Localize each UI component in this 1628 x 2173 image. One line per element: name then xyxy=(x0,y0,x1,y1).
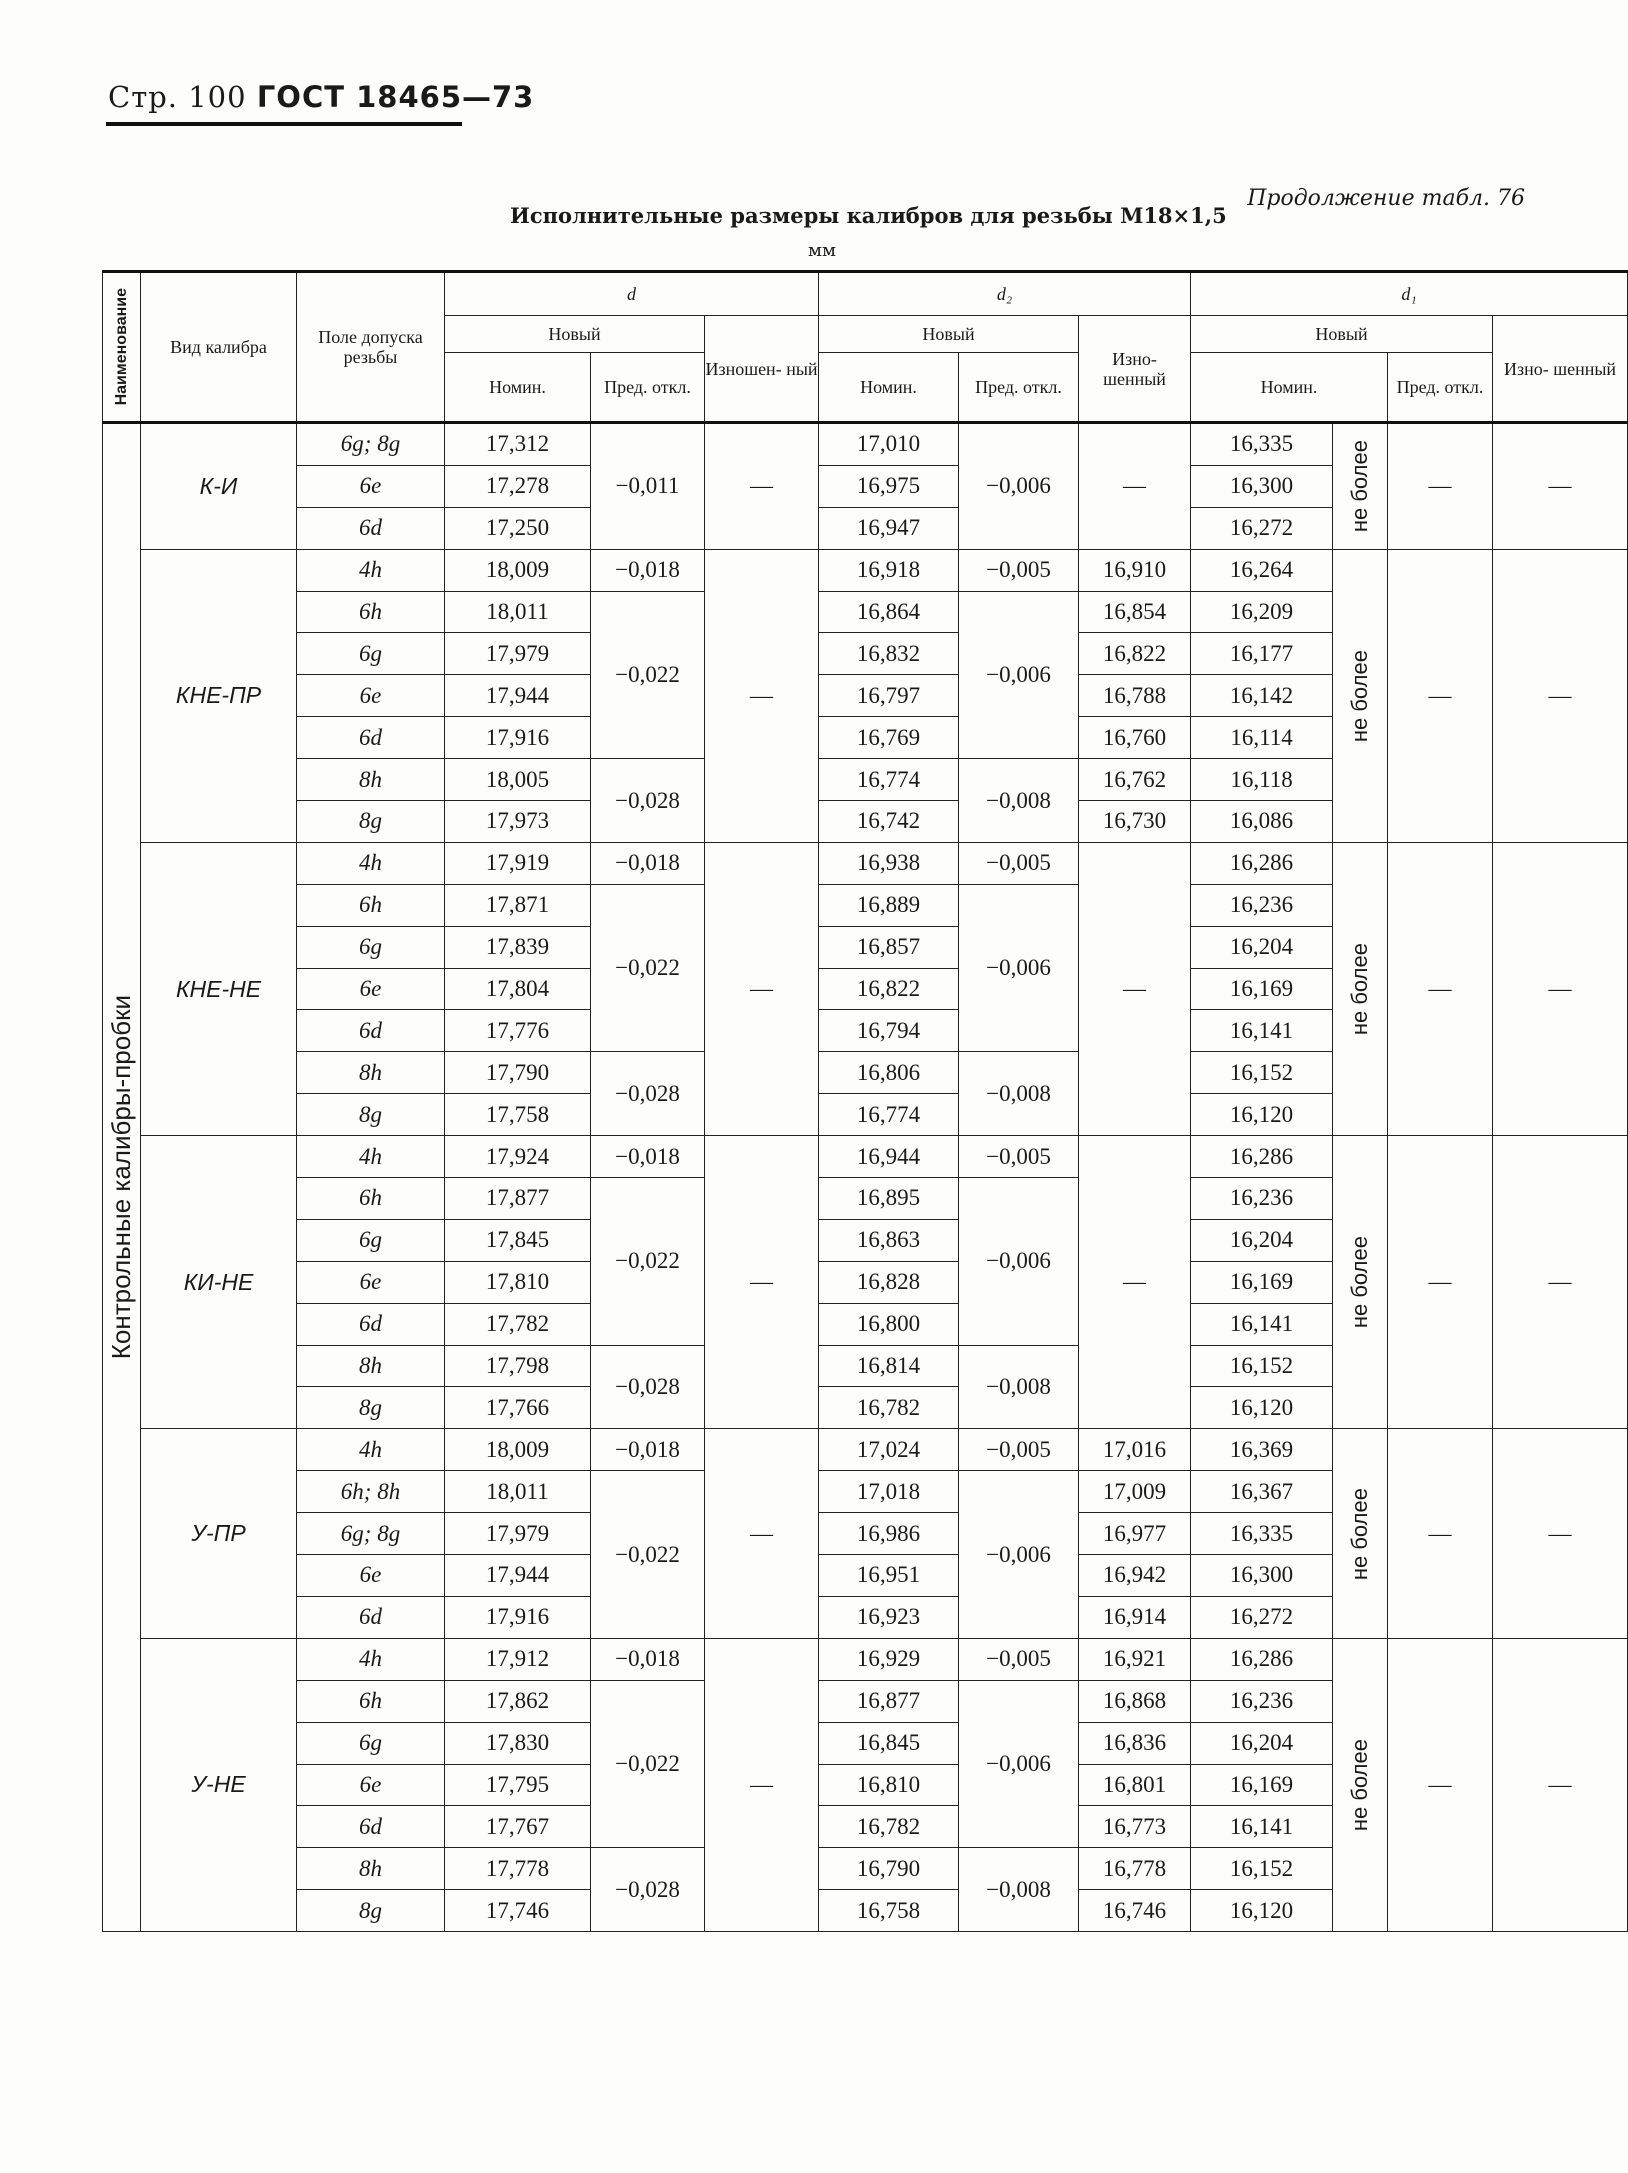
gauge-type-cell: К-И xyxy=(141,423,297,550)
tolerance-cell: 6e xyxy=(297,1764,445,1806)
d2-nominal-cell: 16,986 xyxy=(819,1513,959,1555)
col-d2-deviation: Пред. откл. xyxy=(959,353,1079,423)
d2-deviation-cell: −0,008 xyxy=(959,759,1079,843)
d-nominal-cell: 17,746 xyxy=(445,1890,591,1932)
d2-worn-cell: 16,910 xyxy=(1079,549,1191,591)
tolerance-cell: 6h; 8h xyxy=(297,1471,445,1513)
gauge-type-cell: У-НЕ xyxy=(141,1638,297,1931)
d2-nominal-cell: 16,857 xyxy=(819,926,959,968)
d-nominal-cell: 18,011 xyxy=(445,591,591,633)
d2-nominal-cell: 17,024 xyxy=(819,1429,959,1471)
d-nominal-cell: 18,005 xyxy=(445,759,591,801)
d2-nominal-cell: 16,951 xyxy=(819,1555,959,1597)
not-more-cell: не более xyxy=(1333,423,1388,550)
col-d1-nominal: Номин. xyxy=(1191,353,1388,423)
d1-nominal-cell: 16,152 xyxy=(1191,1345,1333,1387)
d2-worn-cell: 16,921 xyxy=(1079,1638,1191,1680)
d-deviation-cell: −0,018 xyxy=(591,1429,705,1471)
d-nominal-cell: 17,916 xyxy=(445,1596,591,1638)
col-d2-nominal: Номин. xyxy=(819,353,959,423)
d-nominal-cell: 17,912 xyxy=(445,1638,591,1680)
d2-worn-cell: — xyxy=(1079,842,1191,1135)
d2-nominal-cell: 16,877 xyxy=(819,1680,959,1722)
d-nominal-cell: 18,011 xyxy=(445,1471,591,1513)
d1-nominal-cell: 16,300 xyxy=(1191,1555,1333,1597)
d2-nominal-cell: 16,758 xyxy=(819,1890,959,1932)
d2-nominal-cell: 16,782 xyxy=(819,1806,959,1848)
not-more-cell: не более xyxy=(1333,1429,1388,1638)
d-deviation-cell: −0,018 xyxy=(591,842,705,884)
d1-nominal-cell: 16,086 xyxy=(1191,801,1333,843)
d2-nominal-cell: 16,918 xyxy=(819,549,959,591)
d1-nominal-cell: 16,272 xyxy=(1191,507,1333,549)
tolerance-cell: 6g xyxy=(297,633,445,675)
gauge-type-cell: КНЕ-НЕ xyxy=(141,842,297,1135)
d2-worn-cell: 16,914 xyxy=(1079,1596,1191,1638)
d1-worn-cell: — xyxy=(1493,423,1628,550)
d-nominal-cell: 17,916 xyxy=(445,717,591,759)
col-d1-worn: Изно- шенный xyxy=(1493,316,1628,423)
d1-nominal-cell: 16,286 xyxy=(1191,1638,1333,1680)
d1-worn-cell: — xyxy=(1493,1136,1628,1429)
tolerance-cell: 6g xyxy=(297,1219,445,1261)
d2-nominal-cell: 17,010 xyxy=(819,423,959,466)
d-deviation-cell: −0,022 xyxy=(591,1178,705,1346)
d2-deviation-cell: −0,005 xyxy=(959,1136,1079,1178)
d2-worn-cell: 16,788 xyxy=(1079,675,1191,717)
d2-worn-cell: — xyxy=(1079,1136,1191,1429)
tolerance-cell: 8g xyxy=(297,1387,445,1429)
d2-nominal-cell: 16,810 xyxy=(819,1764,959,1806)
tolerance-cell: 6d xyxy=(297,1010,445,1052)
tolerance-cell: 6h xyxy=(297,591,445,633)
d-deviation-cell: −0,018 xyxy=(591,1136,705,1178)
d1-nominal-cell: 16,152 xyxy=(1191,1052,1333,1094)
d2-nominal-cell: 16,889 xyxy=(819,884,959,926)
d-deviation-cell: −0,022 xyxy=(591,1680,705,1848)
tolerance-cell: 8g xyxy=(297,1890,445,1932)
header-rule xyxy=(106,122,462,126)
d2-nominal-cell: 16,790 xyxy=(819,1848,959,1890)
standard-number: ГОСТ 18465—73 xyxy=(256,80,535,114)
d1-worn-cell: — xyxy=(1493,1429,1628,1638)
d2-nominal-cell: 16,800 xyxy=(819,1303,959,1345)
not-more-cell: не более xyxy=(1333,1638,1388,1931)
tolerance-cell: 6e xyxy=(297,1555,445,1597)
col-d-worn: Изношен- ный xyxy=(705,316,819,423)
d-worn-cell: — xyxy=(705,549,819,842)
d2-nominal-cell: 16,774 xyxy=(819,1094,959,1136)
d1-nominal-cell: 16,120 xyxy=(1191,1387,1333,1429)
gauge-type-cell: КИ-НЕ xyxy=(141,1136,297,1429)
d1-nominal-cell: 16,120 xyxy=(1191,1890,1333,1932)
d2-deviation-cell: −0,008 xyxy=(959,1848,1079,1932)
d2-nominal-cell: 16,895 xyxy=(819,1178,959,1220)
d-nominal-cell: 17,919 xyxy=(445,842,591,884)
d2-nominal-cell: 17,018 xyxy=(819,1471,959,1513)
d1-deviation-cell: — xyxy=(1388,423,1493,550)
table-body xyxy=(103,423,1628,1932)
d2-deviation-cell: −0,006 xyxy=(959,1680,1079,1848)
tolerance-cell: 6g; 8g xyxy=(297,1513,445,1555)
d-nominal-cell: 17,862 xyxy=(445,1680,591,1722)
d2-nominal-cell: 16,923 xyxy=(819,1596,959,1638)
d1-nominal-cell: 16,142 xyxy=(1191,675,1333,717)
tolerance-cell: 6g xyxy=(297,1722,445,1764)
col-d1: d₁ xyxy=(1191,272,1628,316)
continuation-note: Продолжение табл. 76 xyxy=(1247,186,1525,211)
table-row xyxy=(103,1638,1628,1680)
d1-nominal-cell: 16,204 xyxy=(1191,1722,1333,1764)
d2-worn-cell: 16,778 xyxy=(1079,1848,1191,1890)
d1-nominal-cell: 16,141 xyxy=(1191,1806,1333,1848)
col-d2-worn: Изно- шенный xyxy=(1079,316,1191,423)
d1-nominal-cell: 16,169 xyxy=(1191,1261,1333,1303)
d-deviation-cell: −0,018 xyxy=(591,549,705,591)
d1-nominal-cell: 16,272 xyxy=(1191,1596,1333,1638)
col-d-deviation: Пред. откл. xyxy=(591,353,705,423)
table-row xyxy=(103,842,1628,884)
d-deviation-cell: −0,028 xyxy=(591,1052,705,1136)
d-nominal-cell: 17,790 xyxy=(445,1052,591,1094)
d2-deviation-cell: −0,006 xyxy=(959,884,1079,1052)
tolerance-cell: 4h xyxy=(297,1638,445,1680)
d2-nominal-cell: 16,929 xyxy=(819,1638,959,1680)
d2-nominal-cell: 16,832 xyxy=(819,633,959,675)
col-gauge-type: Вид калибра xyxy=(141,272,297,423)
d-deviation-cell: −0,028 xyxy=(591,1848,705,1932)
tolerance-cell: 4h xyxy=(297,1136,445,1178)
d2-deviation-cell: −0,005 xyxy=(959,549,1079,591)
d1-nominal-cell: 16,264 xyxy=(1191,549,1333,591)
d-nominal-cell: 17,845 xyxy=(445,1219,591,1261)
d1-nominal-cell: 16,335 xyxy=(1191,1513,1333,1555)
d2-deviation-cell: −0,006 xyxy=(959,591,1079,759)
table-row xyxy=(103,549,1628,591)
d1-nominal-cell: 16,300 xyxy=(1191,465,1333,507)
d-nominal-cell: 17,767 xyxy=(445,1806,591,1848)
d-nominal-cell: 17,979 xyxy=(445,633,591,675)
gauge-type-cell: У-ПР xyxy=(141,1429,297,1638)
page-header xyxy=(108,80,534,114)
table-row xyxy=(103,423,1628,466)
d2-nominal-cell: 16,864 xyxy=(819,591,959,633)
group-label: Контрольные калибры-пробки xyxy=(103,423,141,1932)
d1-nominal-cell: 16,236 xyxy=(1191,884,1333,926)
d-nominal-cell: 17,804 xyxy=(445,968,591,1010)
not-more-cell: не более xyxy=(1333,549,1388,842)
col-d2: d₂ xyxy=(819,272,1191,316)
d1-nominal-cell: 16,169 xyxy=(1191,968,1333,1010)
not-more-cell: не более xyxy=(1333,842,1388,1135)
d-worn-cell: — xyxy=(705,423,819,550)
d1-deviation-cell: — xyxy=(1388,1638,1493,1931)
d1-nominal-cell: 16,169 xyxy=(1191,1764,1333,1806)
d1-nominal-cell: 16,152 xyxy=(1191,1848,1333,1890)
d-nominal-cell: 17,798 xyxy=(445,1345,591,1387)
d1-nominal-cell: 16,369 xyxy=(1191,1429,1333,1471)
tolerance-cell: 6g; 8g xyxy=(297,423,445,466)
d2-nominal-cell: 16,797 xyxy=(819,675,959,717)
d2-deviation-cell: −0,006 xyxy=(959,1471,1079,1639)
d1-nominal-cell: 16,120 xyxy=(1191,1094,1333,1136)
d2-deviation-cell: −0,008 xyxy=(959,1052,1079,1136)
d2-worn-cell: 16,746 xyxy=(1079,1890,1191,1932)
d2-worn-cell: 16,822 xyxy=(1079,633,1191,675)
d1-deviation-cell: — xyxy=(1388,549,1493,842)
d2-nominal-cell: 16,742 xyxy=(819,801,959,843)
tolerance-cell: 6d xyxy=(297,1303,445,1345)
d2-deviation-cell: −0,008 xyxy=(959,1345,1079,1429)
d-nominal-cell: 18,009 xyxy=(445,549,591,591)
d-worn-cell: — xyxy=(705,1429,819,1638)
d-nominal-cell: 17,776 xyxy=(445,1010,591,1052)
tolerance-cell: 8g xyxy=(297,1094,445,1136)
d-nominal-cell: 17,795 xyxy=(445,1764,591,1806)
d-nominal-cell: 17,278 xyxy=(445,465,591,507)
tolerance-cell: 8h xyxy=(297,1345,445,1387)
d1-nominal-cell: 16,286 xyxy=(1191,842,1333,884)
d2-deviation-cell: −0,006 xyxy=(959,423,1079,550)
tolerance-cell: 8g xyxy=(297,801,445,843)
d-nominal-cell: 17,877 xyxy=(445,1178,591,1220)
d1-nominal-cell: 16,236 xyxy=(1191,1178,1333,1220)
d-deviation-cell: −0,022 xyxy=(591,591,705,759)
d-nominal-cell: 17,839 xyxy=(445,926,591,968)
d1-nominal-cell: 16,141 xyxy=(1191,1010,1333,1052)
not-more-cell: не более xyxy=(1333,1136,1388,1429)
col-d2-new: Новый xyxy=(819,316,1079,353)
col-tolerance-field: Поле допуска резьбы xyxy=(297,272,445,423)
d2-nominal-cell: 16,944 xyxy=(819,1136,959,1178)
tolerance-cell: 6h xyxy=(297,884,445,926)
gauge-dimensions-table xyxy=(102,270,1628,1932)
d-nominal-cell: 17,778 xyxy=(445,1848,591,1890)
d2-worn-cell: 16,868 xyxy=(1079,1680,1191,1722)
table-title: Исполнительные размеры калибров для резьбы M18×1,5 xyxy=(510,203,1227,228)
d1-nominal-cell: 16,335 xyxy=(1191,423,1333,466)
d2-nominal-cell: 16,822 xyxy=(819,968,959,1010)
d-nominal-cell: 17,944 xyxy=(445,675,591,717)
col-name: Наименование xyxy=(103,272,141,423)
d-deviation-cell: −0,011 xyxy=(591,423,705,550)
d2-worn-cell: 16,942 xyxy=(1079,1555,1191,1597)
d-deviation-cell: −0,022 xyxy=(591,884,705,1052)
d-nominal-cell: 17,810 xyxy=(445,1261,591,1303)
d-nominal-cell: 17,924 xyxy=(445,1136,591,1178)
d-nominal-cell: 17,830 xyxy=(445,1722,591,1764)
d2-worn-cell: 16,760 xyxy=(1079,717,1191,759)
tolerance-cell: 4h xyxy=(297,1429,445,1471)
d2-nominal-cell: 16,863 xyxy=(819,1219,959,1261)
tolerance-cell: 6d xyxy=(297,507,445,549)
d2-nominal-cell: 16,769 xyxy=(819,717,959,759)
d1-nominal-cell: 16,114 xyxy=(1191,717,1333,759)
d2-nominal-cell: 16,845 xyxy=(819,1722,959,1764)
d1-nominal-cell: 16,204 xyxy=(1191,926,1333,968)
d1-nominal-cell: 16,367 xyxy=(1191,1471,1333,1513)
d2-worn-cell: 16,854 xyxy=(1079,591,1191,633)
d2-worn-cell: 16,836 xyxy=(1079,1722,1191,1764)
d1-nominal-cell: 16,286 xyxy=(1191,1136,1333,1178)
d-nominal-cell: 17,250 xyxy=(445,507,591,549)
page-number: Стр. 100 xyxy=(108,80,247,114)
d2-nominal-cell: 16,938 xyxy=(819,842,959,884)
tolerance-cell: 8h xyxy=(297,759,445,801)
d2-nominal-cell: 16,975 xyxy=(819,465,959,507)
tolerance-cell: 8h xyxy=(297,1848,445,1890)
d-nominal-cell: 17,766 xyxy=(445,1387,591,1429)
d1-nominal-cell: 16,118 xyxy=(1191,759,1333,801)
d2-deviation-cell: −0,005 xyxy=(959,1638,1079,1680)
unit-label: мм xyxy=(808,240,837,261)
tolerance-cell: 4h xyxy=(297,549,445,591)
d-worn-cell: — xyxy=(705,842,819,1135)
d2-worn-cell: 16,773 xyxy=(1079,1806,1191,1848)
tolerance-cell: 6g xyxy=(297,926,445,968)
d-worn-cell: — xyxy=(705,1638,819,1931)
d2-deviation-cell: −0,005 xyxy=(959,1429,1079,1471)
col-d1-deviation: Пред. откл. xyxy=(1388,353,1493,423)
d2-worn-cell: 16,762 xyxy=(1079,759,1191,801)
col-d1-new: Новый xyxy=(1191,316,1493,353)
d-nominal-cell: 17,758 xyxy=(445,1094,591,1136)
table-head xyxy=(103,272,1628,423)
col-d-nominal: Номин. xyxy=(445,353,591,423)
d2-worn-cell: 17,009 xyxy=(1079,1471,1191,1513)
tolerance-cell: 6e xyxy=(297,1261,445,1303)
tolerance-cell: 6e xyxy=(297,675,445,717)
d1-worn-cell: — xyxy=(1493,842,1628,1135)
d-worn-cell: — xyxy=(705,1136,819,1429)
d-nominal-cell: 17,944 xyxy=(445,1555,591,1597)
d1-nominal-cell: 16,141 xyxy=(1191,1303,1333,1345)
d-nominal-cell: 18,009 xyxy=(445,1429,591,1471)
d2-nominal-cell: 16,806 xyxy=(819,1052,959,1094)
d-deviation-cell: −0,018 xyxy=(591,1638,705,1680)
d-nominal-cell: 17,871 xyxy=(445,884,591,926)
d2-worn-cell: 16,977 xyxy=(1079,1513,1191,1555)
d-nominal-cell: 17,782 xyxy=(445,1303,591,1345)
d-deviation-cell: −0,022 xyxy=(591,1471,705,1639)
d-deviation-cell: −0,028 xyxy=(591,1345,705,1429)
d2-nominal-cell: 16,774 xyxy=(819,759,959,801)
col-d-new: Новый xyxy=(445,316,705,353)
tolerance-cell: 6e xyxy=(297,968,445,1010)
tolerance-cell: 6h xyxy=(297,1178,445,1220)
d1-nominal-cell: 16,236 xyxy=(1191,1680,1333,1722)
d1-worn-cell: — xyxy=(1493,1638,1628,1931)
d2-worn-cell: — xyxy=(1079,423,1191,550)
d1-nominal-cell: 16,177 xyxy=(1191,633,1333,675)
d-nominal-cell: 17,979 xyxy=(445,1513,591,1555)
tolerance-cell: 6e xyxy=(297,465,445,507)
d2-deviation-cell: −0,006 xyxy=(959,1178,1079,1346)
col-d: d xyxy=(445,272,819,316)
d1-worn-cell: — xyxy=(1493,549,1628,842)
tolerance-cell: 6d xyxy=(297,1806,445,1848)
d2-deviation-cell: −0,005 xyxy=(959,842,1079,884)
table-row xyxy=(103,1136,1628,1178)
d2-nominal-cell: 16,814 xyxy=(819,1345,959,1387)
d2-worn-cell: 17,016 xyxy=(1079,1429,1191,1471)
tolerance-cell: 8h xyxy=(297,1052,445,1094)
d1-deviation-cell: — xyxy=(1388,842,1493,1135)
d1-deviation-cell: — xyxy=(1388,1136,1493,1429)
tolerance-cell: 6d xyxy=(297,1596,445,1638)
tolerance-cell: 4h xyxy=(297,842,445,884)
d2-worn-cell: 16,730 xyxy=(1079,801,1191,843)
gauge-type-cell: КНЕ-ПР xyxy=(141,549,297,842)
d-deviation-cell: −0,028 xyxy=(591,759,705,843)
d2-worn-cell: 16,801 xyxy=(1079,1764,1191,1806)
d1-nominal-cell: 16,209 xyxy=(1191,591,1333,633)
table-row xyxy=(103,1429,1628,1471)
d2-nominal-cell: 16,794 xyxy=(819,1010,959,1052)
d2-nominal-cell: 16,828 xyxy=(819,1261,959,1303)
d1-nominal-cell: 16,204 xyxy=(1191,1219,1333,1261)
d-nominal-cell: 17,312 xyxy=(445,423,591,466)
tolerance-cell: 6d xyxy=(297,717,445,759)
d2-nominal-cell: 16,947 xyxy=(819,507,959,549)
tolerance-cell: 6h xyxy=(297,1680,445,1722)
d-nominal-cell: 17,973 xyxy=(445,801,591,843)
d1-deviation-cell: — xyxy=(1388,1429,1493,1638)
d2-nominal-cell: 16,782 xyxy=(819,1387,959,1429)
